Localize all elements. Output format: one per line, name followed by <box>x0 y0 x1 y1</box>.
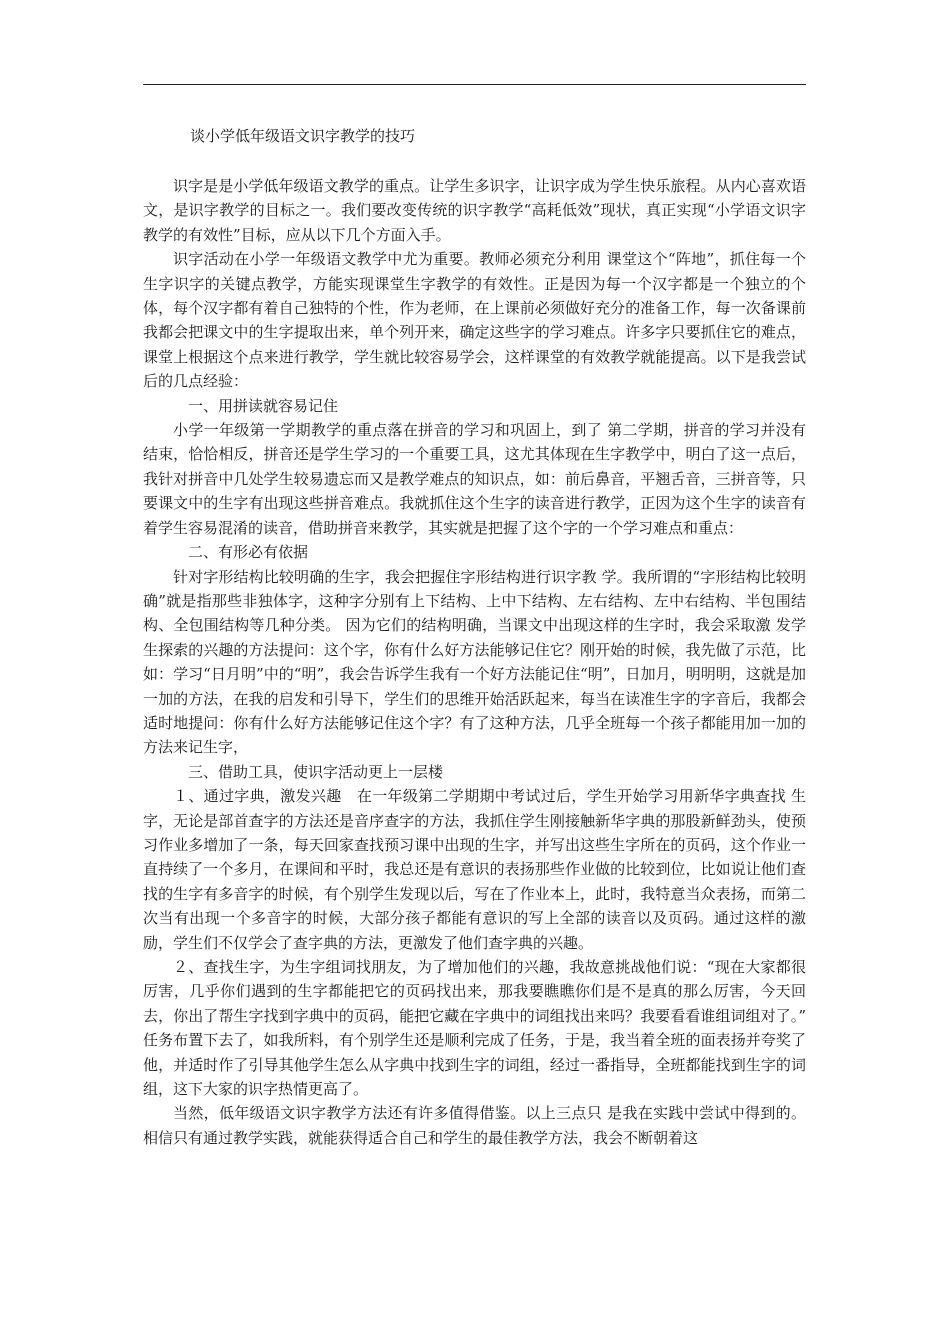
document-body <box>143 174 806 1150</box>
paragraph-overview: 识字活动在小学一年级语文教学中尤为重要。教师必须充分利用 课堂这个“阵地”，抓住每一个生字识字的关键点教学，方能实现课堂生字教学的有效性。正是因为每一个汉字都是一个独立的个体，每个汉字都有着自己独特的个性，作为老师，在上课前必须做好充分的准备工作，每一次备课前我都会把课文中的生字提取出来，单个列开来，确定这些字的学习难点。许多字只要抓住它的难点，课堂上根据这个点来进行教学，学生就比较容易学会，这样课堂的有效教学就能提高。以下是我尝试后的几点经验： <box>143 250 806 391</box>
paragraph-conclusion: 当然，低年级语文识字教学方法还有许多值得借鉴。以上三点只 是我在实践中尝试中得到的。相信只有通过教学实践，就能获得适合自己和学生的最佳教学方法，我会不断朝着这 <box>143 1104 806 1147</box>
paragraph-intro: 识字是是小学低年级语文教学的重点。让学生多识字，让识字成为学生快乐旅程。从内心喜欢语文，是识字教学的目标之一。我们要改变传统的识字教学“高耗低效”现状，真正实现“小学语文识字教学的有效性”目标，应从以下几个方面入手。 <box>143 177 806 244</box>
header-rule <box>143 84 806 85</box>
paragraph-section-2: 针对字形结构比较明确的生字，我会把握住字形结构进行识字教 学。我所谓的“字形结构比较明确”就是指那些非独体字，这种字分别有上下结构、上中下结构、左右结构、左中右结构、半包围结构、全包围结构等几种分类。 因为它们的结构明确，当课文中出现这样的生字时，我会采取激 发学生探索的兴趣的方法提问：这个字，你有什么好方法能够记住它？刚开始的时候，我先做了示范，比如：学习“日月明”中的“明”，我会告诉学生我有一个好方法能记住“明”，日加月，明明明，这就是加一加的方法，在我的启发和引导下，学生们的思维开始活跃起来，每当在读准生字的字音后，我都会适时地提问：你有什么好方法能够记住这个字？有了这种方法，几乎全班每一个孩子都能用加一加的方法来记生字， <box>143 567 806 757</box>
paragraph-section-1: 小学一年级第一学期教学的重点落在拼音的学习和巩固上，到了 第二学期，拼音的学习并没有结束，恰恰相反，拼音还是学生学习的一个重要工具，这尤其体现在生字教学中，明白了这一点后，我针对拼音中几处学生较易遗忘而又是教学难点的知识点，如：前后鼻音，平翘舌音，三拼音等，只要课文中的生字有出现这些拼音难点。我就抓住这个生字的读音进行教学，正因为这个生字的读音有着学生容易混淆的读音，借助拼音来教学，其实就是把握了这个字的一个学习难点和重点： <box>143 421 806 537</box>
document-title: 谈小学低年级语文识字教学的技巧 <box>190 127 416 145</box>
paragraph-section-3-2: ２、查找生字，为生字组词找朋友，为了增加他们的兴趣，我故意挑战他们说：“现在大家都很厉害，几乎你们遇到的生字都能把它的页码找出来，那我要瞧瞧你们是不是真的那么厉害，今天回去，你出了帮生字找到字典中的页码，能把它藏在字典中的词组找出来吗？我要看看谁组词组对了。” 任务布置下去了，如我所料，有个别学生还是顺利完成了任务，于是，我当着全班的面表扬并夸奖了他，并适时作了引导其他学生怎么从字典中找到生字的词组，经过一番指导，全班都能找到生字的词组，这下大家的识字热情更高了。 <box>143 958 806 1099</box>
section-heading-1: 一、用拼读就容易记住 <box>188 396 339 415</box>
paragraph-section-3-1: １、通过字典，激发兴趣 在一年级第二学期期中考试过后，学生开始学习用新华字典查找 生字，无论是部首查字的方法还是音序查字的方法，我抓住学生刚接触新华字典的那股新鲜劲头，使预习作业多增加了一条，每天回家查找预习课中出现的生字，并写出这些生字所在的页码，这个作业一直持续了一个多月，在课间和平时，我总还是有意识的表扬那些作业做的比较到位，比如说让他们查找的生字有多音字的时候，有个别学生发现以后，写在了作业本上，此时，我特意当众表扬，而第二次当有出现一个多音字的时候，大部分孩子都能有意识的写上全部的读音以及页码。通过这样的激励，学生们不仅学会了查字典的方法，更激发了他们查字典的兴趣。 <box>143 787 806 952</box>
section-heading-3: 三、借助工具，使识字活动更上一层楼 <box>188 762 444 781</box>
section-heading-2: 二、有形必有依据 <box>188 543 309 562</box>
